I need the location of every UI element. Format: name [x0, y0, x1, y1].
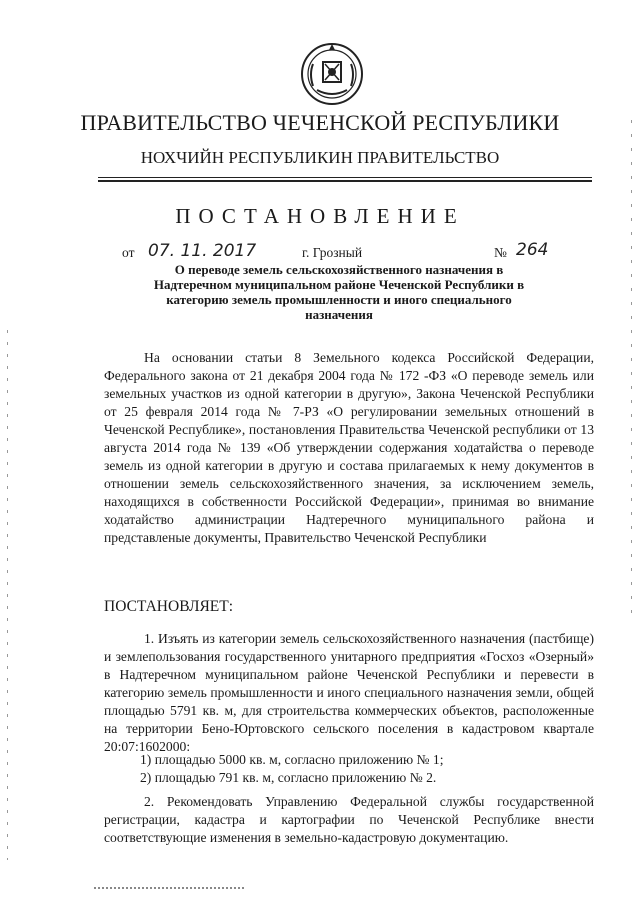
date-handwritten: 07. 11. 2017	[148, 241, 257, 261]
government-title: ПРАВИТЕЛЬСТВО ЧЕЧЕНСКОЙ РЕСПУБЛИКИ	[80, 110, 560, 135]
list-item: 2) площадью 791 кв. м, согласно приложению № 2.	[140, 770, 437, 785]
header-divider-thin	[98, 177, 592, 178]
sub-items-list	[140, 751, 590, 787]
preamble-paragraph: На основании статьи 8 Земельного кодекса Российской Федерации, Федерального закона от 21 декабря 2004 года № 172 -ФЗ «О переводе земель или земельных участков из одной категории в другую», Закона Чеченской Республики от 25 февраля 2014 года № 7-РЗ «О регулировании земельных отношений в Чеченской Республике», постановления Правительства Чеченской республики от 13 августа 2014 года № 139 «Об утверждении содержания ходатайства о переводе земель из одной категории в другую и состава прилагаемых к нему документов в отношении земель сельскохозяйственного значения, за исключением земель, находящихся в собственности Российской Федерации», принимая во внимание ходатайство администрации Надтеречного муниципального района и представленые документы, Правительство Чеченской Республики	[104, 350, 594, 545]
date-prefix: от	[122, 245, 135, 260]
item-2-paragraph: 2. Рекомендовать Управлению Федеральной службы государственной регистрации, кадастра и картографии по Чеченской Республике внести соответствующие изменения в земельно-кадастровую документацию.	[104, 794, 594, 845]
item-1-paragraph: 1. Изъять из категории земель сельскохозяйственного назначения (пастбище) и землепользования государственного унитарного предприятия «Госхоз «Озерный» в Надтеречном муниципальном районе Чеченской Республики и перевести в категорию земель промышленности и иного специального назначения земли, общей площадью 5791 кв. м, для строительства коммерческих объектов, расположенные на территории Бено-Юртовского сельского поселения в кадастровом квартале 20:07:1602000:	[104, 631, 594, 754]
government-title-chechen: НОХЧИЙН РЕСПУБЛИКИН ПРАВИТЕЛЬСТВО	[140, 148, 500, 167]
footer-scan-artifact	[94, 887, 244, 892]
left-edge-scan-artifact	[6, 0, 9, 905]
right-edge-scan-artifact	[630, 0, 633, 905]
coat-of-arms-emblem	[299, 40, 365, 106]
list-item: 1) площадью 5000 кв. м, согласно приложению № 1;	[140, 752, 444, 767]
number-prefix: №	[494, 245, 507, 260]
header-divider-thick	[98, 180, 592, 182]
document-type: ПОСТАНОВЛЕНИЕ	[175, 204, 465, 228]
document-subject: О переводе земель сельскохозяйственного назначения в Надтеречном муниципальном районе Чеченской Республики в категорию земель промышленности и иного специального назначения	[153, 262, 525, 322]
number-handwritten: 264	[516, 240, 549, 260]
city-label: г. Грозный	[302, 245, 363, 260]
ruling-word: ПОСТАНОВЛЯЕТ:	[104, 598, 234, 615]
